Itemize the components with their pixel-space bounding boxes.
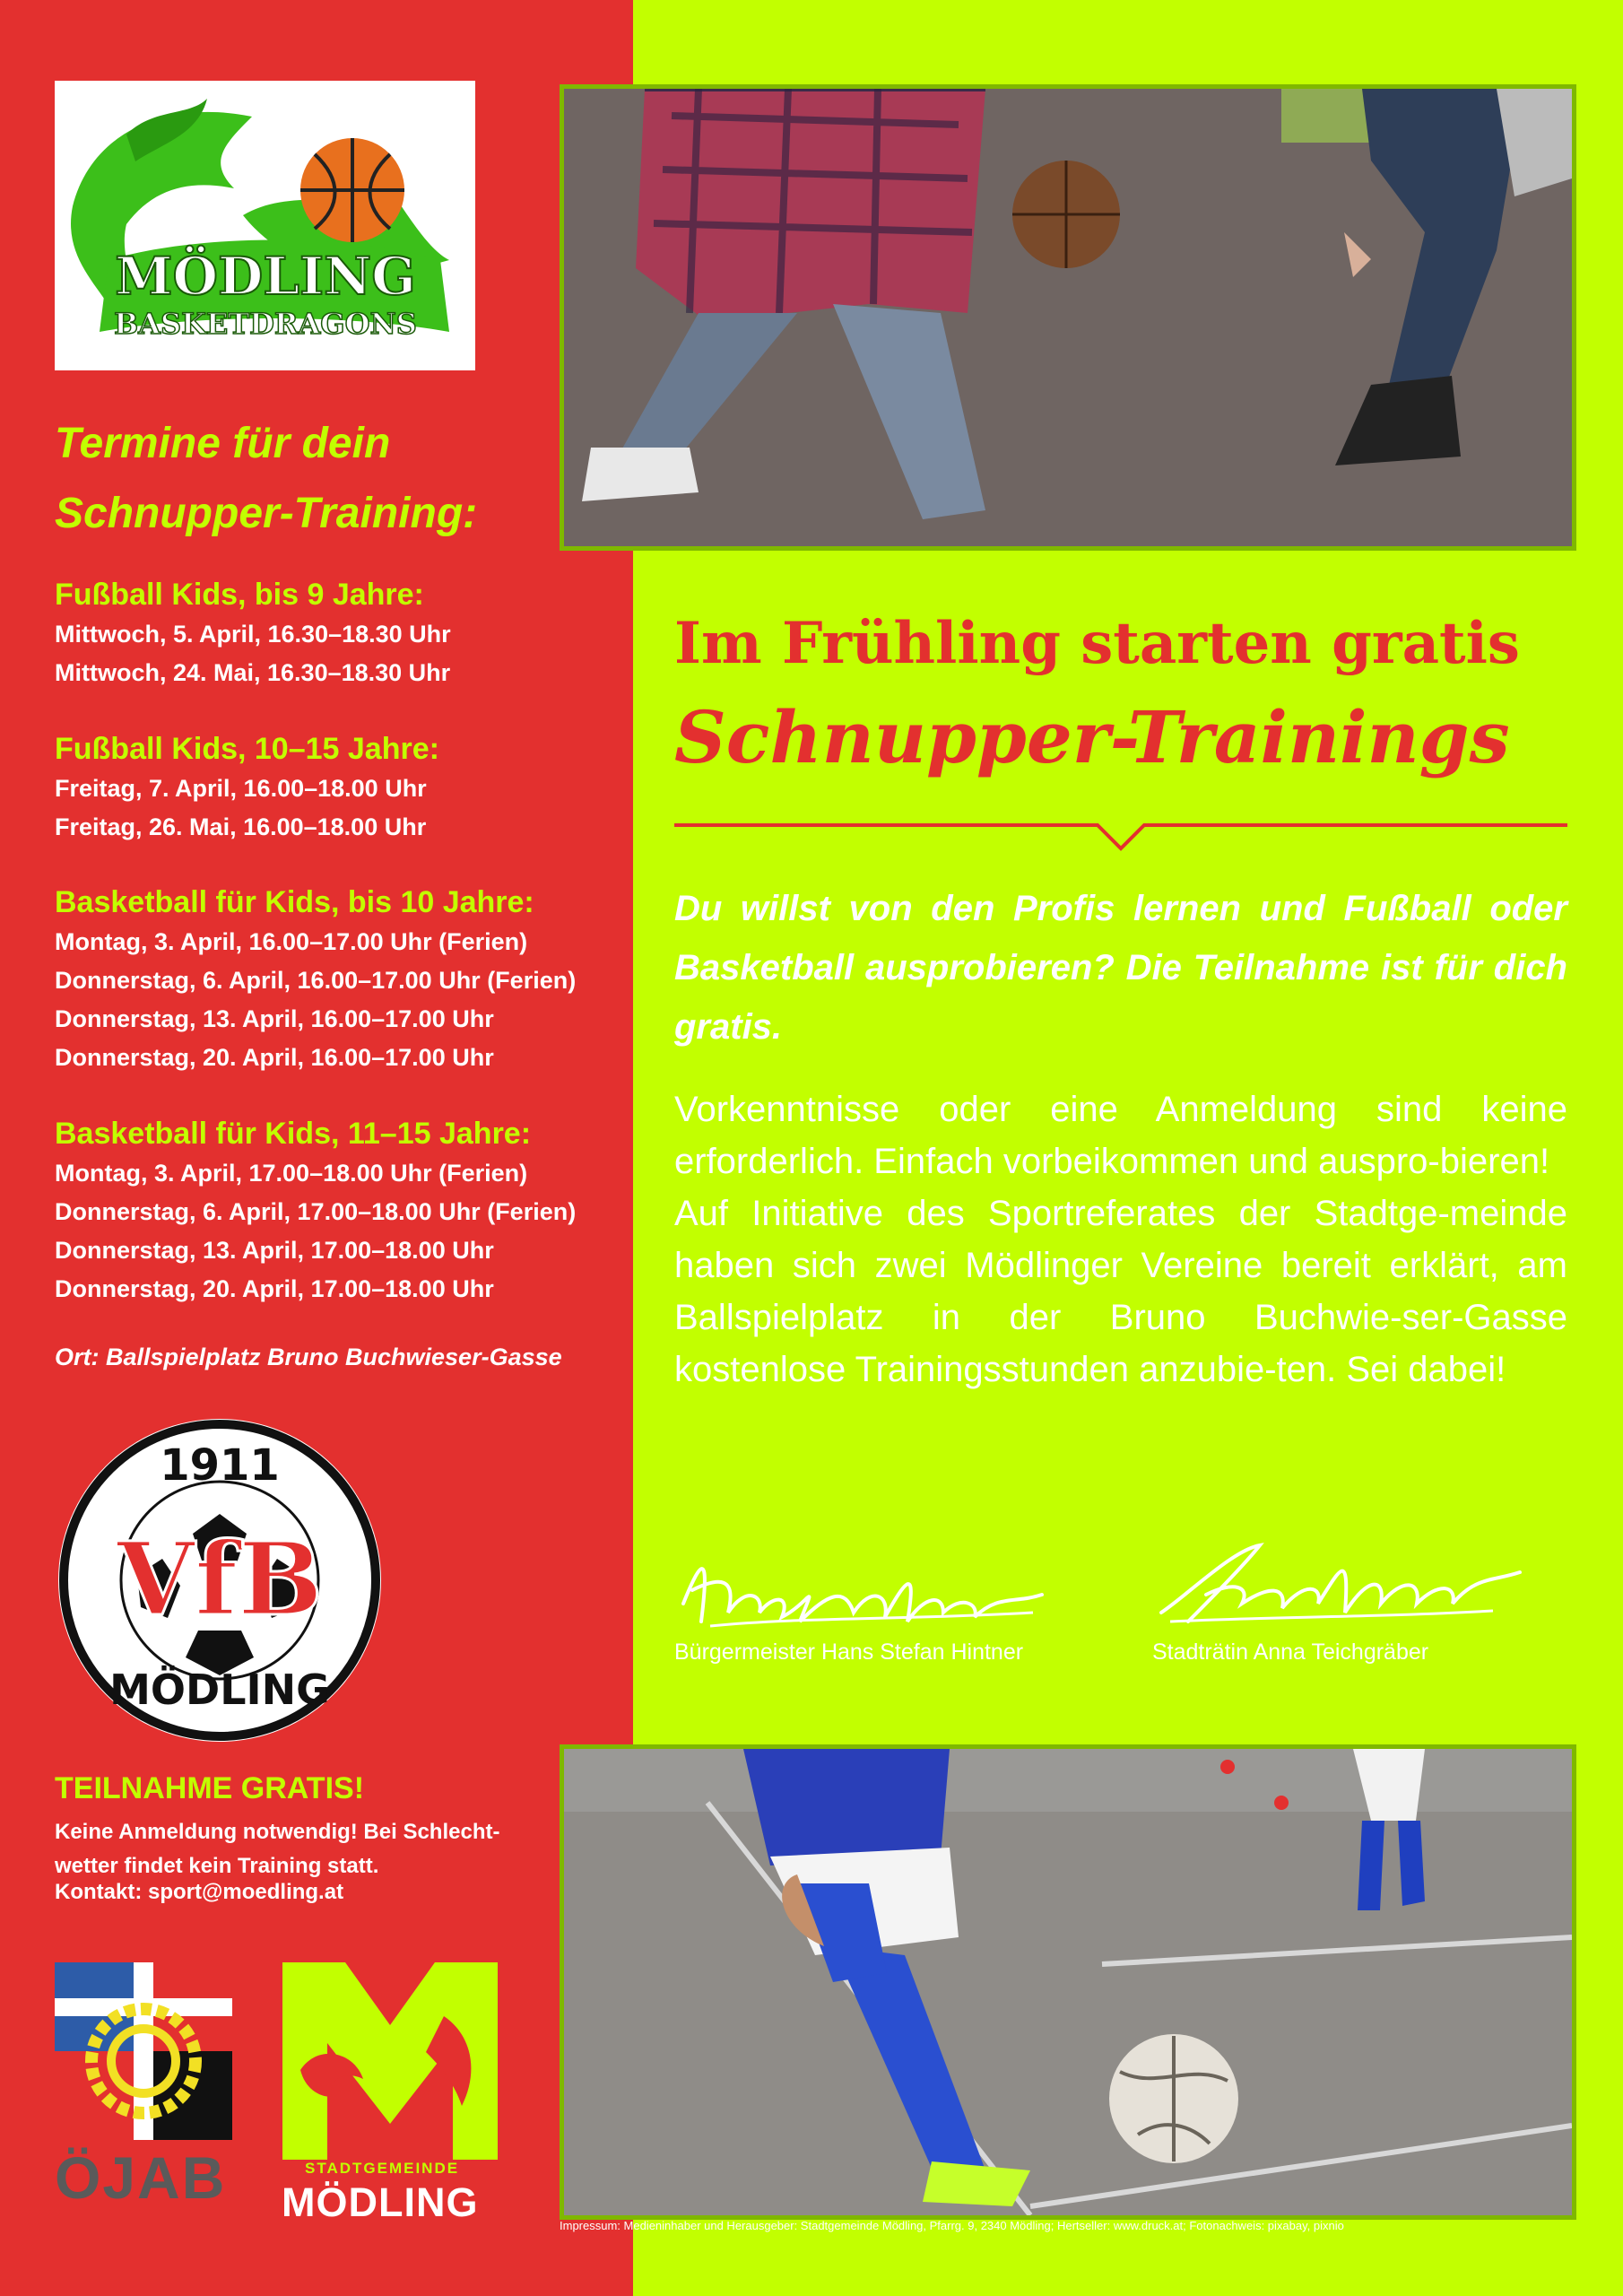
group-title: Fußball Kids, bis 9 Jahre:: [55, 578, 424, 612]
schedule-group-football-9: [55, 574, 629, 692]
ojab-logo: [55, 1962, 232, 2140]
schedule-line: Mittwoch, 24. Mai, 16.30–18.30 Uhr: [55, 659, 451, 686]
schedule-line: Donnerstag, 13. April, 17.00–18.00 Uhr: [55, 1237, 494, 1264]
schedule-group-basketball-10: [55, 882, 629, 1077]
signature-label-2: Stadträtin Anna Teichgräber: [1152, 1639, 1429, 1665]
gratis-title: TEILNAHME GRATIS!: [55, 1771, 365, 1805]
title-divider: [674, 818, 1567, 854]
basket-logo-line2: BASKETDRAGONS: [114, 307, 417, 341]
group-title: Basketball für Kids, 11–15 Jahre:: [55, 1117, 532, 1151]
group-title: Basketball für Kids, bis 10 Jahre:: [55, 885, 534, 919]
stadtgemeinde-moedling-logo: [282, 1962, 498, 2160]
schedule-line: Donnerstag, 20. April, 17.00–18.00 Uhr: [55, 1275, 494, 1302]
impressum-text: Impressum: Medieninhaber und Herausgeber: Stadtgemeinde Mödling, Pfarrg. 9, 2340 Mödling; Hertseller: www.druck.at; Fotonachweis: pixabay, pixnio: [560, 2219, 1344, 2232]
main-subtitle: Schnupper-Trainings: [674, 695, 1510, 779]
schedule-group-football-10-15: [55, 728, 629, 847]
intro-text: Du willst von den Profis lernen und Fußball oder Basketball ausprobieren? Die Teilnahme ist für dich gratis.: [674, 889, 1567, 1047]
moedling-label: MÖDLING: [282, 2179, 479, 2225]
basketdragons-logo: [55, 81, 475, 370]
schedule-line: Montag, 3. April, 17.00–18.00 Uhr (Ferien): [55, 1160, 528, 1187]
schedule-line: Freitag, 26. Mai, 16.00–18.00 Uhr: [55, 813, 427, 840]
signature-teichgraeber: [1152, 1532, 1529, 1631]
ojab-wordmark: ÖJAB: [55, 2144, 227, 2211]
crest-town: MÖDLING: [109, 1665, 330, 1714]
basketball-photo: [560, 84, 1576, 551]
body-text: Vorkenntnisse oder eine Anmeldung sind keine erforderlich. Einfach vorbeikommen und auspro-bieren! Auf Initiative des Sportreferates der Stadtge-meinde haben sich zwei Mödlinger Vereine bereit erklärt, am Ballspielplatz in der Bruno Buchwie-ser-Gasse kostenlose Trainingsstunden anzubie-ten. Sei dabei!: [674, 1090, 1567, 1389]
heading-line-1: Termine für dein: [55, 420, 391, 467]
location-text: Ort: Ballspielplatz Bruno Buchwieser-Gasse: [55, 1344, 562, 1370]
gratis-text: Keine Anmeldung notwendig! Bei Schlecht-wetter findet kein Training statt.: [55, 1820, 500, 1878]
football-photo: [560, 1744, 1576, 2220]
basket-logo-line1: MÖDLING: [115, 246, 416, 307]
schedule-heading: [55, 409, 593, 549]
signature-hintner: [674, 1541, 1051, 1639]
schedule-line: Montag, 3. April, 16.00–17.00 Uhr (Ferien): [55, 928, 528, 955]
schedule-line: Donnerstag, 13. April, 16.00–17.00 Uhr: [55, 1005, 494, 1032]
crest-year: 1911: [160, 1440, 280, 1491]
main-title: Im Frühling starten gratis: [674, 610, 1520, 677]
schedule-line: Donnerstag, 20. April, 16.00–17.00 Uhr: [55, 1044, 494, 1071]
heading-line-2: Schnupper-Training:: [55, 490, 478, 537]
crest-letters: VfB: [117, 1521, 323, 1639]
signature-label-1: Bürgermeister Hans Stefan Hintner: [674, 1639, 1024, 1665]
schedule-line: Mittwoch, 5. April, 16.30–18.30 Uhr: [55, 621, 451, 648]
schedule-line: Freitag, 7. April, 16.00–18.00 Uhr: [55, 775, 427, 802]
schedule-line: Donnerstag, 6. April, 16.00–17.00 Uhr (Ferien): [55, 967, 577, 994]
schedule-group-basketball-11-15: [55, 1113, 629, 1309]
schedule-line: Donnerstag, 6. April, 17.00–18.00 Uhr (Ferien): [55, 1198, 577, 1225]
stadtgemeinde-label: STADTGEMEINDE: [305, 2160, 460, 2177]
group-title: Fußball Kids, 10–15 Jahre:: [55, 732, 439, 766]
contact-text: Kontakt: sport@moedling.at: [55, 1880, 344, 1904]
vfb-moedling-crest: [55, 1415, 385, 1745]
